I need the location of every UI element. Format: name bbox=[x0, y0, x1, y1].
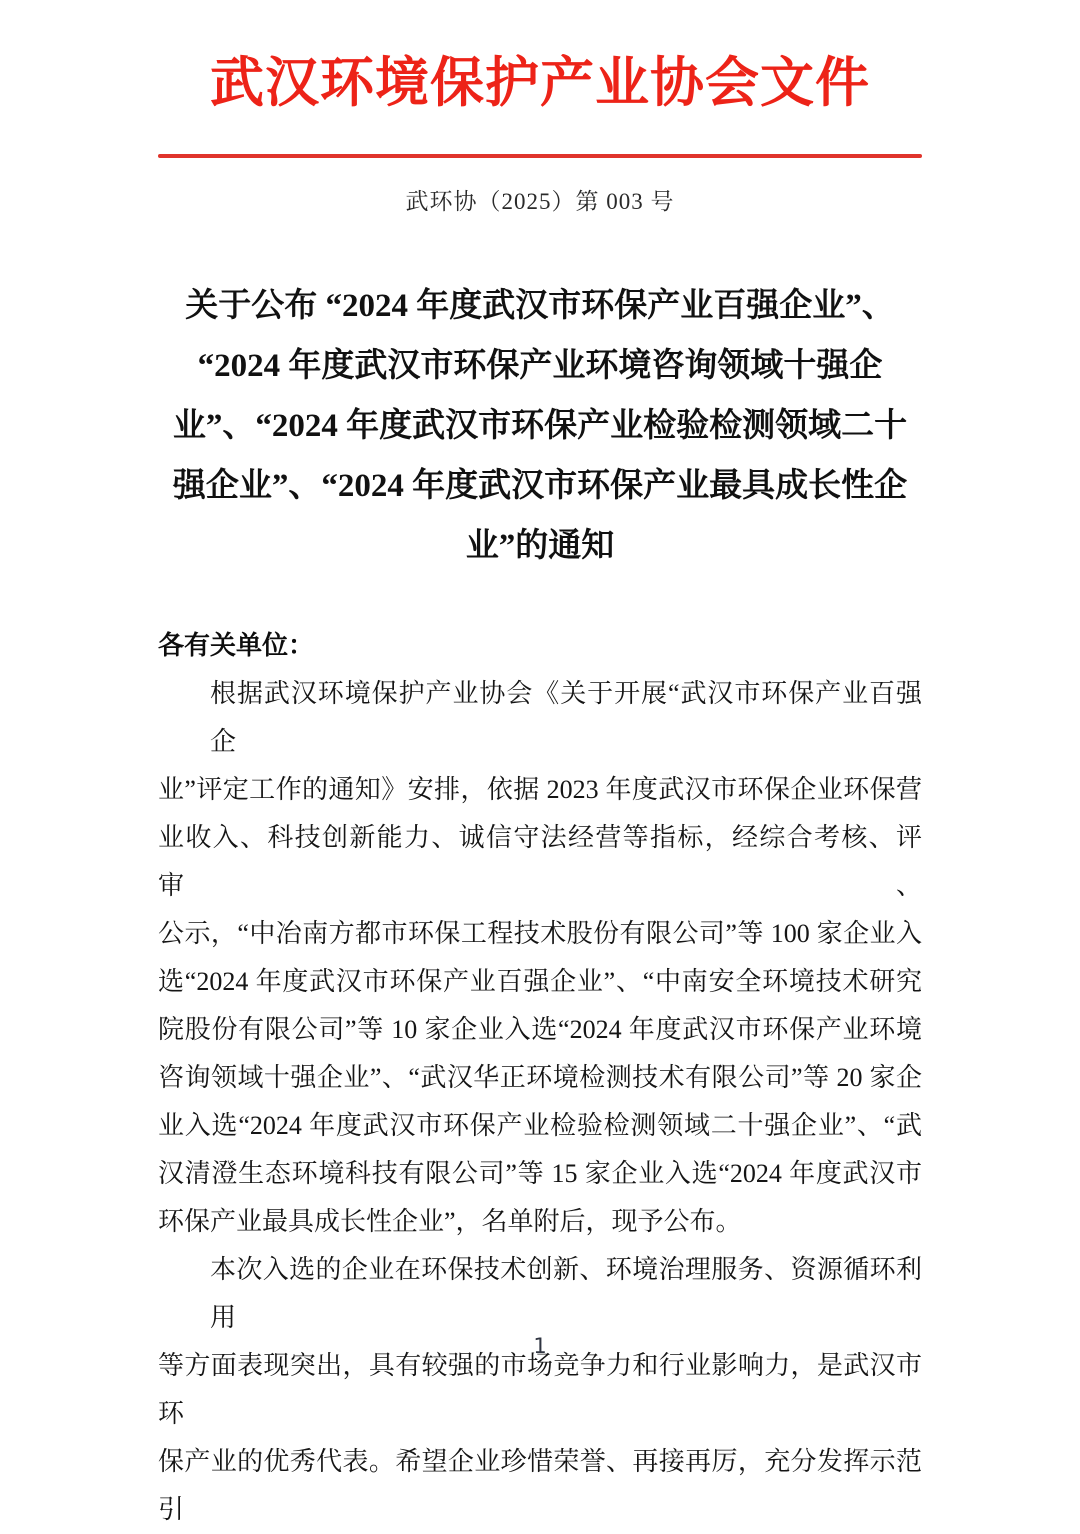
red-header-title: 武汉环境保护产业协会文件 bbox=[210, 53, 870, 113]
document-number: 武环协（2025）第 003 号 bbox=[405, 189, 675, 214]
notice-title-line: “2024 年度武汉市环保产业环境咨询领域十强企 bbox=[197, 348, 883, 384]
body-salutation: 各有关单位： bbox=[158, 631, 315, 660]
body-line: 公示，“中冶南方都市环保工程技术股份有限公司”等 100 家企业入 bbox=[158, 919, 922, 948]
notice-title-line: 业”的通知 bbox=[465, 528, 615, 564]
red-divider-line bbox=[158, 154, 922, 158]
notice-title-line: 关于公布 “2024 年度武汉市环保产业百强企业”、 bbox=[185, 288, 895, 324]
body-line: 咨询领域十强企业”、“武汉华正环境检测技术有限公司”等 20 家企 bbox=[158, 1063, 922, 1092]
notice-body bbox=[158, 622, 922, 1534]
body-line: 院股份有限公司”等 10 家企业入选“2024 年度武汉市环保产业环境 bbox=[158, 1015, 922, 1044]
body-line: 本次入选的企业在环保技术创新、环境治理服务、资源循环利用 bbox=[210, 1255, 922, 1332]
notice-title bbox=[158, 276, 922, 576]
body-line: 等方面表现突出，具有较强的市场竞争力和行业影响力，是武汉市环 bbox=[158, 1351, 922, 1428]
notice-title-line: 业”、“2024 年度武汉市环保产业检验检测领域二十 bbox=[172, 408, 908, 444]
body-line: 保产业的优秀代表。希望企业珍惜荣誉、再接再厉，充分发挥示范引 bbox=[158, 1447, 922, 1524]
body-line: 业”评定工作的通知》安排，依据 2023 年度武汉市环保企业环保营 bbox=[158, 775, 922, 804]
body-line: 环保产业最具成长性企业”，名单附后，现予公布。 bbox=[158, 1207, 742, 1236]
body-line: 选“2024 年度武汉市环保产业百强企业”、“中南安全环境技术研究 bbox=[158, 967, 922, 996]
page-number: 1 bbox=[533, 1334, 547, 1358]
notice-title-line: 强企业”、“2024 年度武汉市环保产业最具成长性企 bbox=[172, 468, 908, 504]
body-line: 根据武汉环境保护产业协会《关于开展“武汉市环保产业百强企 bbox=[210, 679, 922, 756]
body-line: 业收入、科技创新能力、诚信守法经营等指标，经综合考核、评审、 bbox=[158, 823, 922, 900]
body-line: 汉清澄生态环境科技有限公司”等 15 家企业入选“2024 年度武汉市 bbox=[158, 1159, 922, 1188]
body-line: 业入选“2024 年度武汉市环保产业检验检测领域二十强企业”、“武 bbox=[158, 1111, 922, 1140]
